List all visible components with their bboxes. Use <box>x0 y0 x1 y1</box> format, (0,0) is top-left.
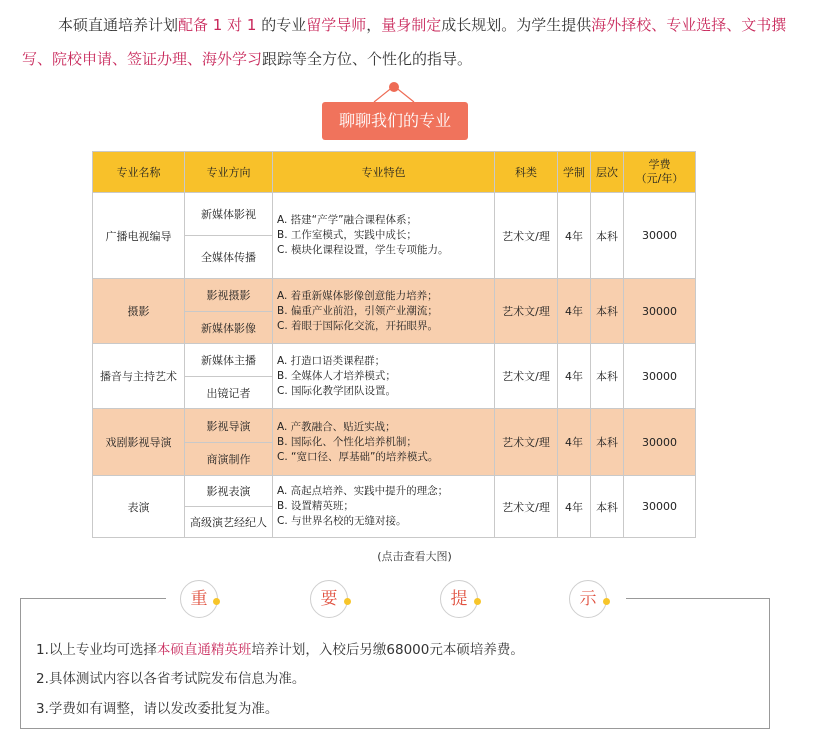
header-name: 专业名称 <box>93 152 185 193</box>
major-direction: 新媒体影像 <box>185 312 273 344</box>
header-level: 层次 <box>591 152 624 193</box>
note-highlight: 本硕直通精英班 <box>156 642 252 658</box>
feature-line: A. 高起点培养、实践中提升的理念； <box>277 485 449 497</box>
major-fee: 30000 <box>624 193 696 279</box>
table-row <box>93 279 696 312</box>
major-features <box>273 409 495 476</box>
feature-line: A. 产教融合、贴近实战； <box>277 420 396 433</box>
intro-paragraph <box>22 8 812 76</box>
major-direction: 新媒体主播 <box>185 344 273 377</box>
reminder-divider <box>20 598 166 599</box>
major-level: 本科 <box>591 279 624 344</box>
feature-line: B. 国际化、个性化培养机制； <box>277 435 417 448</box>
intro-text-1: 本硕直通培养计划 <box>58 16 179 34</box>
table-header-row <box>93 152 696 193</box>
major-level: 本科 <box>591 344 624 409</box>
major-fee: 30000 <box>624 279 696 344</box>
intro-text-4: 成长规划。为学生提供 <box>441 16 592 34</box>
feature-line: B. 偏重产业前沿，引领产业潮流； <box>277 304 438 317</box>
badge-dot-icon <box>603 598 610 605</box>
feature-line: A. 打造口语类课程群； <box>277 354 386 367</box>
reminder-char-badge: 重 <box>180 580 218 618</box>
major-features <box>273 344 495 409</box>
major-duration: 4年 <box>558 409 591 476</box>
view-large-link[interactable]: (点击查看大图) <box>377 550 452 563</box>
reminder-divider <box>626 598 769 599</box>
major-level: 本科 <box>591 476 624 538</box>
major-name: 戏剧影视导演 <box>93 409 185 476</box>
reminder-char-badge: 示 <box>569 580 607 618</box>
major-direction: 商演制作 <box>185 443 273 476</box>
major-direction: 新媒体影视 <box>185 193 273 236</box>
intro-highlight-3: 量身制定 <box>381 16 442 34</box>
note-line-3: 3.学费如有调整，请以发改委批复为准。 <box>36 701 279 717</box>
feature-line: C. 模块化课程设置，学生专项能力。 <box>277 244 449 256</box>
major-duration: 4年 <box>558 279 591 344</box>
major-direction: 影视表演 <box>185 476 273 507</box>
intro-highlight-2: 留学导师 <box>306 16 367 34</box>
header-duration: 学制 <box>558 152 591 193</box>
major-duration: 4年 <box>558 476 591 538</box>
badge-dot-icon <box>474 598 481 605</box>
badge-dot-icon <box>344 598 351 605</box>
major-level: 本科 <box>591 193 624 279</box>
note-text: 培养计划，入校后另缴68000元本硕培养费。 <box>251 642 524 658</box>
major-category: 艺术文/理 <box>495 476 558 538</box>
major-direction: 影视导演 <box>185 409 273 443</box>
major-duration: 4年 <box>558 193 591 279</box>
note-text: 1.以上专业均可选择 <box>36 642 157 658</box>
feature-line: C. 着眼于国际化交流，开拓眼界。 <box>277 319 439 332</box>
intro-highlight-1: 配备 1 对 1 <box>178 16 257 34</box>
feature-line: A. 搭建“产学”融合课程体系； <box>277 214 418 226</box>
majors-callout <box>322 80 468 146</box>
major-features <box>273 193 495 279</box>
feature-line: B. 全媒体人才培养模式； <box>277 369 396 382</box>
major-category: 艺术文/理 <box>495 193 558 279</box>
table-row <box>93 409 696 443</box>
major-level: 本科 <box>591 409 624 476</box>
intro-text-3: ， <box>366 16 382 34</box>
major-direction: 影视摄影 <box>185 279 273 312</box>
major-name: 广播电视编导 <box>93 193 185 279</box>
header-category: 科类 <box>495 152 558 193</box>
major-direction: 高级演艺经纪人 <box>185 507 273 538</box>
majors-table[interactable] <box>92 151 696 538</box>
table-row <box>93 344 696 377</box>
feature-line: B. 设置精英班； <box>277 500 354 512</box>
major-fee: 30000 <box>624 476 696 538</box>
major-duration: 4年 <box>558 344 591 409</box>
callout-dot-icon <box>389 82 399 92</box>
major-direction: 出镜记者 <box>185 377 273 409</box>
feature-line: C. 与世界名校的无缝对接。 <box>277 515 407 527</box>
intro-text-5: 跟踪等全方位、个性化的指导。 <box>262 50 473 68</box>
feature-line: A. 着重新媒体影像创意能力培养； <box>277 289 438 302</box>
major-name: 表演 <box>93 476 185 538</box>
major-features <box>273 279 495 344</box>
major-name: 摄影 <box>93 279 185 344</box>
major-features <box>273 476 495 538</box>
header-direction: 专业方向 <box>185 152 273 193</box>
major-direction: 全媒体传播 <box>185 236 273 279</box>
feature-line: C. 国际化教学团队设置。 <box>277 384 397 397</box>
header-features: 专业特色 <box>273 152 495 193</box>
major-fee: 30000 <box>624 344 696 409</box>
major-fee: 30000 <box>624 409 696 476</box>
major-category: 艺术文/理 <box>495 344 558 409</box>
table-row <box>93 193 696 236</box>
feature-line: C. “宽口径、厚基础”的培养模式。 <box>277 450 439 463</box>
major-category: 艺术文/理 <box>495 279 558 344</box>
table-row <box>93 476 696 507</box>
intro-highlight-4: 海外择校、专业选择、文书撰写、院校申请、签证办理、海外学习 <box>22 16 787 68</box>
majors-callout-button[interactable]: 聊聊我们的专业 <box>322 102 468 140</box>
major-category: 艺术文/理 <box>495 409 558 476</box>
badge-dot-icon <box>213 598 220 605</box>
reminder-char-badge: 提 <box>440 580 478 618</box>
note-line-1 <box>36 638 524 658</box>
note-line-2: 2.具体测试内容以各省考试院发布信息为准。 <box>36 671 306 687</box>
feature-line: B. 工作室模式，实践中成长； <box>277 229 417 241</box>
reminder-char-badge: 要 <box>310 580 348 618</box>
header-fee: 学费 （元/年） <box>624 152 696 193</box>
intro-text-2: 的专业 <box>256 16 307 34</box>
major-name: 播音与主持艺术 <box>93 344 185 409</box>
